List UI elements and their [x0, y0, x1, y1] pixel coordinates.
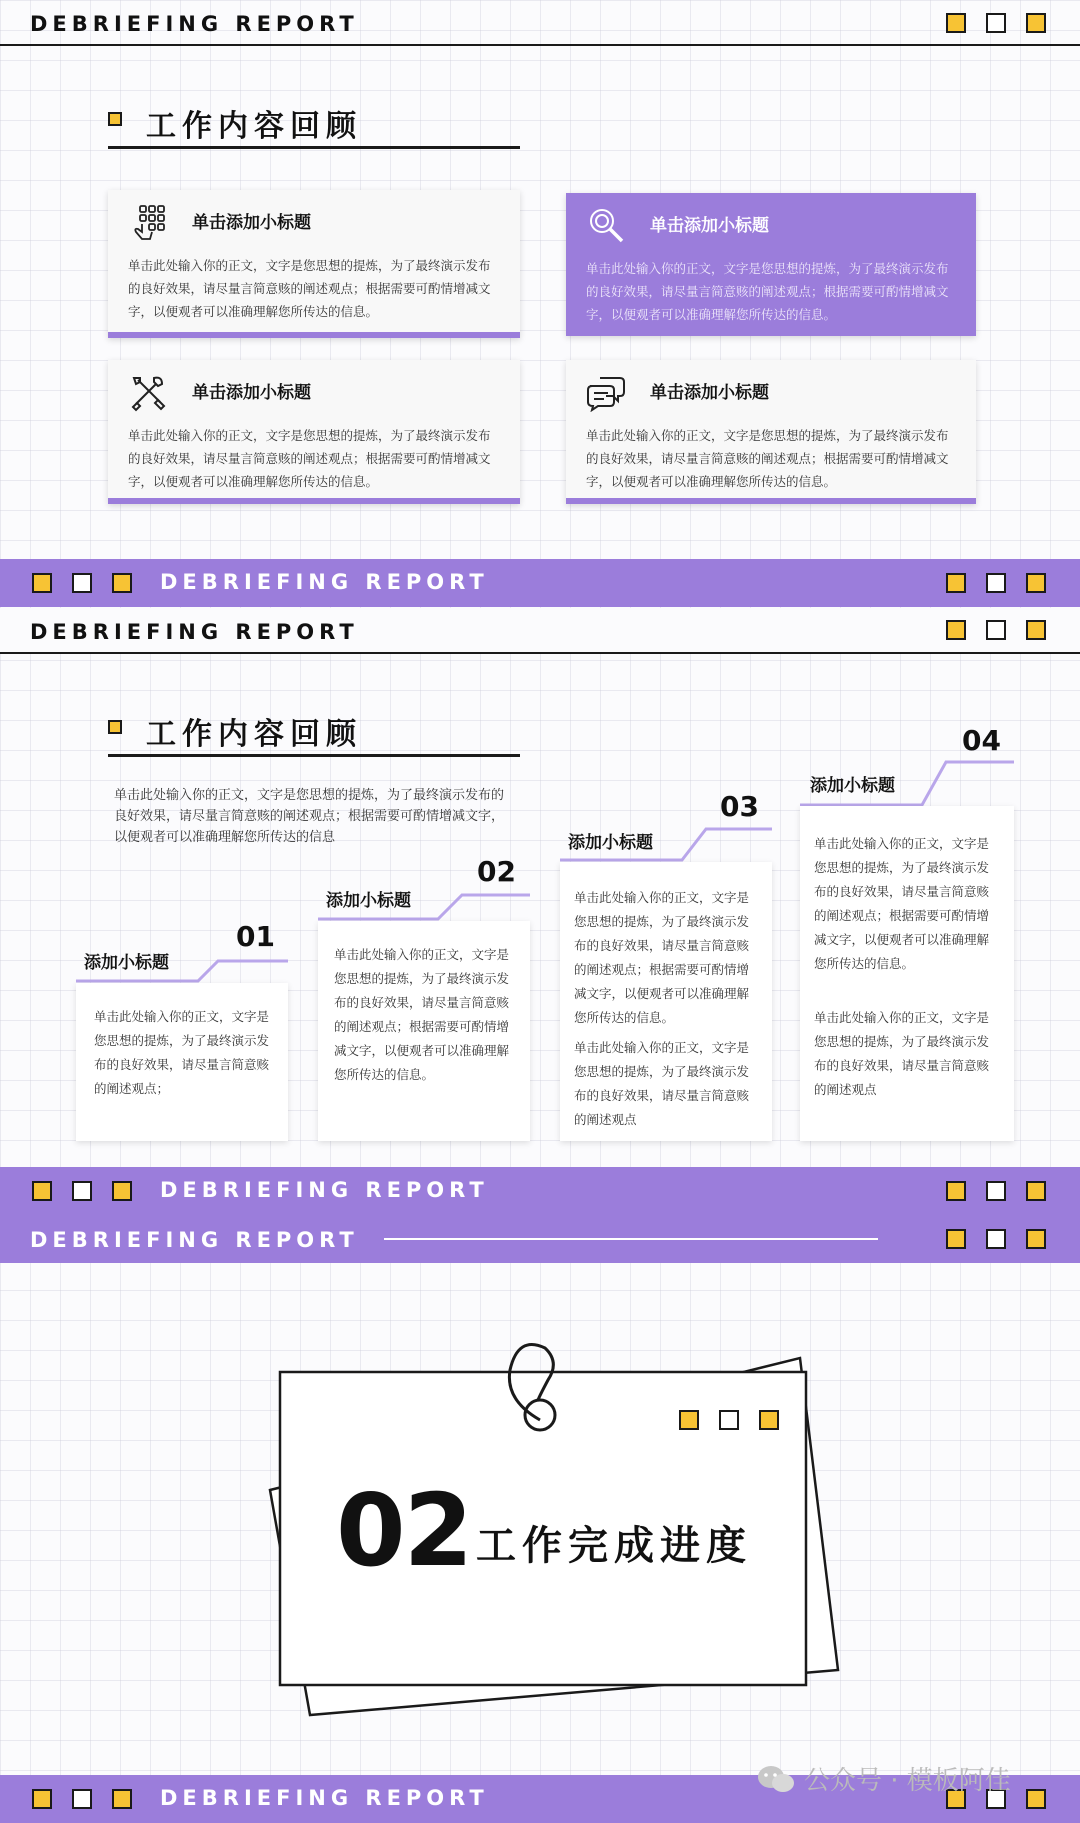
card-title: 单击添加小标题: [650, 383, 769, 403]
section-title: 工作内容回顾: [146, 109, 362, 144]
yellow-square-icon: [1026, 1229, 1046, 1249]
white-square-icon: [719, 1410, 739, 1430]
step-number: 01: [236, 920, 275, 953]
step-label: 添加小标题: [810, 776, 895, 796]
yellow-square-icon: [946, 13, 966, 33]
brand-title: DEBRIEFING REPORT: [30, 1228, 359, 1252]
card-title: 单击添加小标题: [650, 216, 769, 236]
brand-title: DEBRIEFING REPORT: [160, 1178, 489, 1202]
content-card: [108, 190, 520, 338]
wechat-icon: [756, 1763, 796, 1795]
step-card: [76, 983, 288, 1141]
white-square-icon: [72, 1181, 92, 1201]
yellow-square-icon: [32, 1181, 52, 1201]
step-card: [800, 806, 1014, 1141]
yellow-square-icon: [112, 1789, 132, 1809]
step-body: 单击此处输入你的正文，文字是您思想的提炼，为了最终演示发布的良好效果，请尽量言简意赅的阐述观点；根据需要可酌情增减文字，以便观者可以准确理解您所传达的信息。: [814, 836, 990, 971]
white-square-icon: [986, 13, 1006, 33]
brand-title: DEBRIEFING REPORT: [30, 620, 359, 644]
step-body-secondary: 单击此处输入你的正文，文字是您思想的提炼，为了最终演示发布的良好效果，请尽量言简意赅的阐述观点: [574, 1040, 750, 1127]
slide2-header: [0, 608, 1080, 654]
card-body: 单击此处输入你的正文，文字是您思想的提炼，为了最终演示发布的良好效果，请尽量言简意赅的阐述观点；根据需要可酌情增减文字，以便观者可以准确理解您所传达的信息。: [128, 428, 491, 489]
title-underline: [108, 146, 520, 149]
slide1-header: [0, 0, 1080, 46]
step-body: 单击此处输入你的正文，文字是您思想的提炼，为了最终演示发布的良好效果，请尽量言简意赅的阐述观点；根据需要可酌情增减文字，以便观者可以准确理解您所传达的信息。: [574, 890, 750, 1025]
watermark-text: 公众号 · 模板阿佳: [804, 1766, 1011, 1796]
white-square-icon: [986, 620, 1006, 640]
content-card-highlighted: [566, 193, 976, 336]
card-title: 单击添加小标题: [192, 383, 311, 403]
step-card: [318, 921, 530, 1141]
phone-grid-icon: [128, 202, 168, 242]
step-body-secondary: 单击此处输入你的正文，文字是您思想的提炼，为了最终演示发布的良好效果，请尽量言简意赅的阐述观点: [814, 1010, 990, 1097]
intro-text: 单击此处输入你的正文，文字是您思想的提炼，为了最终演示发布的良好效果，请尽量言简意赅的阐述观点；根据需要可酌情增减文字，以便观者可以准确理解您所传达的信息: [114, 788, 505, 845]
yellow-square-icon: [679, 1410, 699, 1430]
yellow-square-icon: [946, 1181, 966, 1201]
yellow-square-icon: [1026, 573, 1046, 593]
watermark: [756, 1760, 1011, 1797]
step-label: 添加小标题: [568, 833, 653, 853]
step-card: [560, 862, 772, 1141]
section-title: 工作内容回顾: [146, 717, 362, 752]
step-body: 单击此处输入你的正文，文字是您思想的提炼，为了最终演示发布的良好效果，请尽量言简意赅的阐述观点；: [94, 1009, 270, 1096]
yellow-square-icon: [1026, 620, 1046, 640]
yellow-square-icon: [1026, 1789, 1046, 1809]
tools-icon: [128, 372, 168, 412]
card-body: 单击此处输入你的正文，文字是您思想的提炼，为了最终演示发布的良好效果，请尽量言简意赅的阐述观点；根据需要可酌情增减文字，以便观者可以准确理解您所传达的信息。: [586, 428, 949, 489]
card-body: 单击此处输入你的正文，文字是您思想的提炼，为了最终演示发布的良好效果，请尽量言简意赅的阐述观点；根据需要可酌情增减文字，以便观者可以准确理解您所传达的信息。: [128, 258, 491, 319]
section-number: 02: [336, 1472, 472, 1589]
white-square-icon: [986, 573, 1006, 593]
content-card: [566, 360, 976, 504]
step-number: 04: [962, 724, 1001, 757]
slide2-footer: [0, 1167, 1080, 1263]
step-label: 添加小标题: [84, 953, 169, 973]
yellow-square-icon: [946, 620, 966, 640]
search-icon: [586, 205, 626, 245]
white-square-icon: [72, 1789, 92, 1809]
card-title: 单击添加小标题: [192, 213, 311, 233]
brand-title: DEBRIEFING REPORT: [30, 12, 359, 36]
yellow-square-icon: [946, 573, 966, 593]
chat-icon: [586, 372, 626, 412]
section-title: 工作完成进度: [476, 1523, 752, 1569]
brand-title: DEBRIEFING REPORT: [160, 1786, 489, 1810]
content-card: [108, 360, 520, 504]
step-body: 单击此处输入你的正文，文字是您思想的提炼，为了最终演示发布的良好效果，请尽量言简意赅的阐述观点；根据需要可酌情增减文字，以便观者可以准确理解您所传达的信息。: [334, 947, 510, 1082]
yellow-square-icon: [112, 573, 132, 593]
step-number: 02: [477, 855, 516, 888]
yellow-square-icon: [759, 1410, 779, 1430]
header-divider: [384, 1238, 878, 1240]
slide1-footer: [0, 559, 1080, 607]
step-number: 03: [720, 790, 759, 823]
card-body: 单击此处输入你的正文，文字是您思想的提炼，为了最终演示发布的良好效果，请尽量言简意赅的阐述观点；根据需要可酌情增减文字，以便观者可以准确理解您所传达的信息。: [586, 261, 949, 322]
yellow-square-icon: [112, 1181, 132, 1201]
brand-title: DEBRIEFING REPORT: [160, 570, 489, 594]
white-square-icon: [72, 573, 92, 593]
yellow-square-icon: [946, 1229, 966, 1249]
white-square-icon: [986, 1181, 1006, 1201]
step-label: 添加小标题: [326, 891, 411, 911]
yellow-square-icon: [1026, 13, 1046, 33]
yellow-square-icon: [1026, 1181, 1046, 1201]
yellow-square-icon: [32, 573, 52, 593]
white-square-icon: [986, 1229, 1006, 1249]
yellow-square-icon: [32, 1789, 52, 1809]
title-bullet-icon: [108, 112, 122, 126]
